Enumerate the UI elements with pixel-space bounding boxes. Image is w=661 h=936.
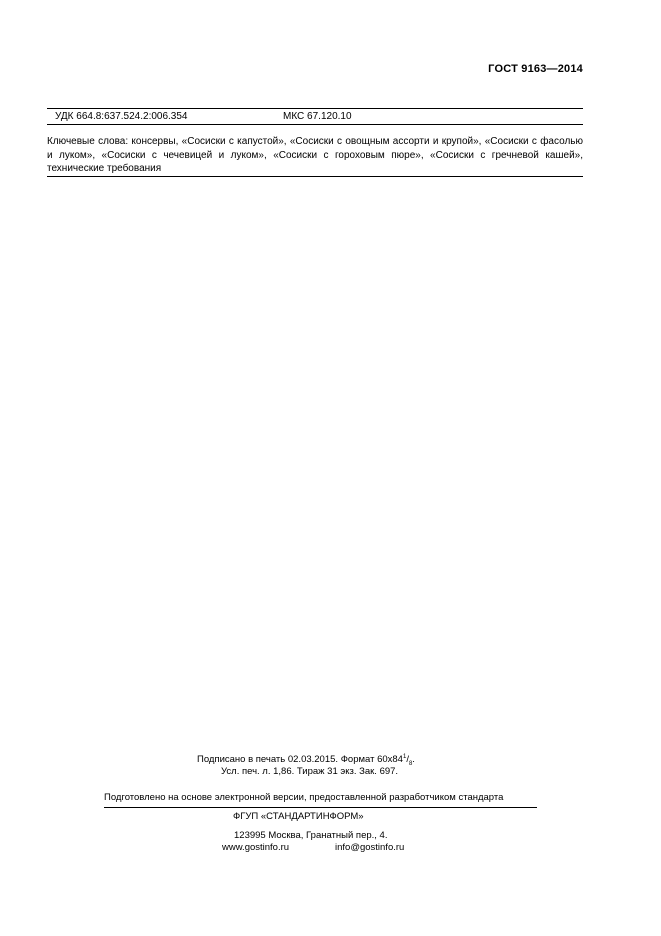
udk-code: УДК 664.8:637.524.2:006.354 <box>55 111 188 122</box>
classification-divider <box>47 124 583 125</box>
format-fraction-slash: / <box>406 754 409 765</box>
format-fraction-denominator: 8 <box>408 760 413 767</box>
top-divider <box>47 108 583 109</box>
imprint-print-details: Усл. печ. л. 1,86. Тираж 31 экз. Зак. 697. <box>221 766 399 777</box>
format-suffix: . <box>412 754 415 765</box>
publisher-website: www.gostinfo.ru <box>222 842 290 853</box>
imprint-signed-text: Подписано в печать 02.03.2015. Формат 60x84 <box>197 754 403 765</box>
footer-divider <box>104 807 537 808</box>
keywords-divider <box>47 176 583 177</box>
mks-code: МКС 67.120.10 <box>283 111 352 122</box>
format-fraction-numerator: 1 <box>402 753 407 760</box>
standard-code: ГОСТ 9163—2014 <box>488 63 583 75</box>
publisher-email: info@gostinfo.ru <box>335 842 405 853</box>
publisher-name: ФГУП «СТАНДАРТИНФОРМ» <box>233 811 364 822</box>
keywords-paragraph: Ключевые слова: консервы, «Сосиски с капустой», «Сосиски с овощным ассорти и крупой», «Сосиски с фасолью и луком», «Сосиски с чечевицей и луком», «Сосиски с гороховым пюре», «Сосиски с гречневой кашей», технические требования <box>47 136 583 174</box>
imprint-signed-format <box>197 754 415 765</box>
prepared-note: Подготовлено на основе электронной версии, предоставленной разработчиком стандарта <box>104 792 504 803</box>
publisher-address: 123995 Москва, Гранатный пер., 4. <box>234 830 388 841</box>
